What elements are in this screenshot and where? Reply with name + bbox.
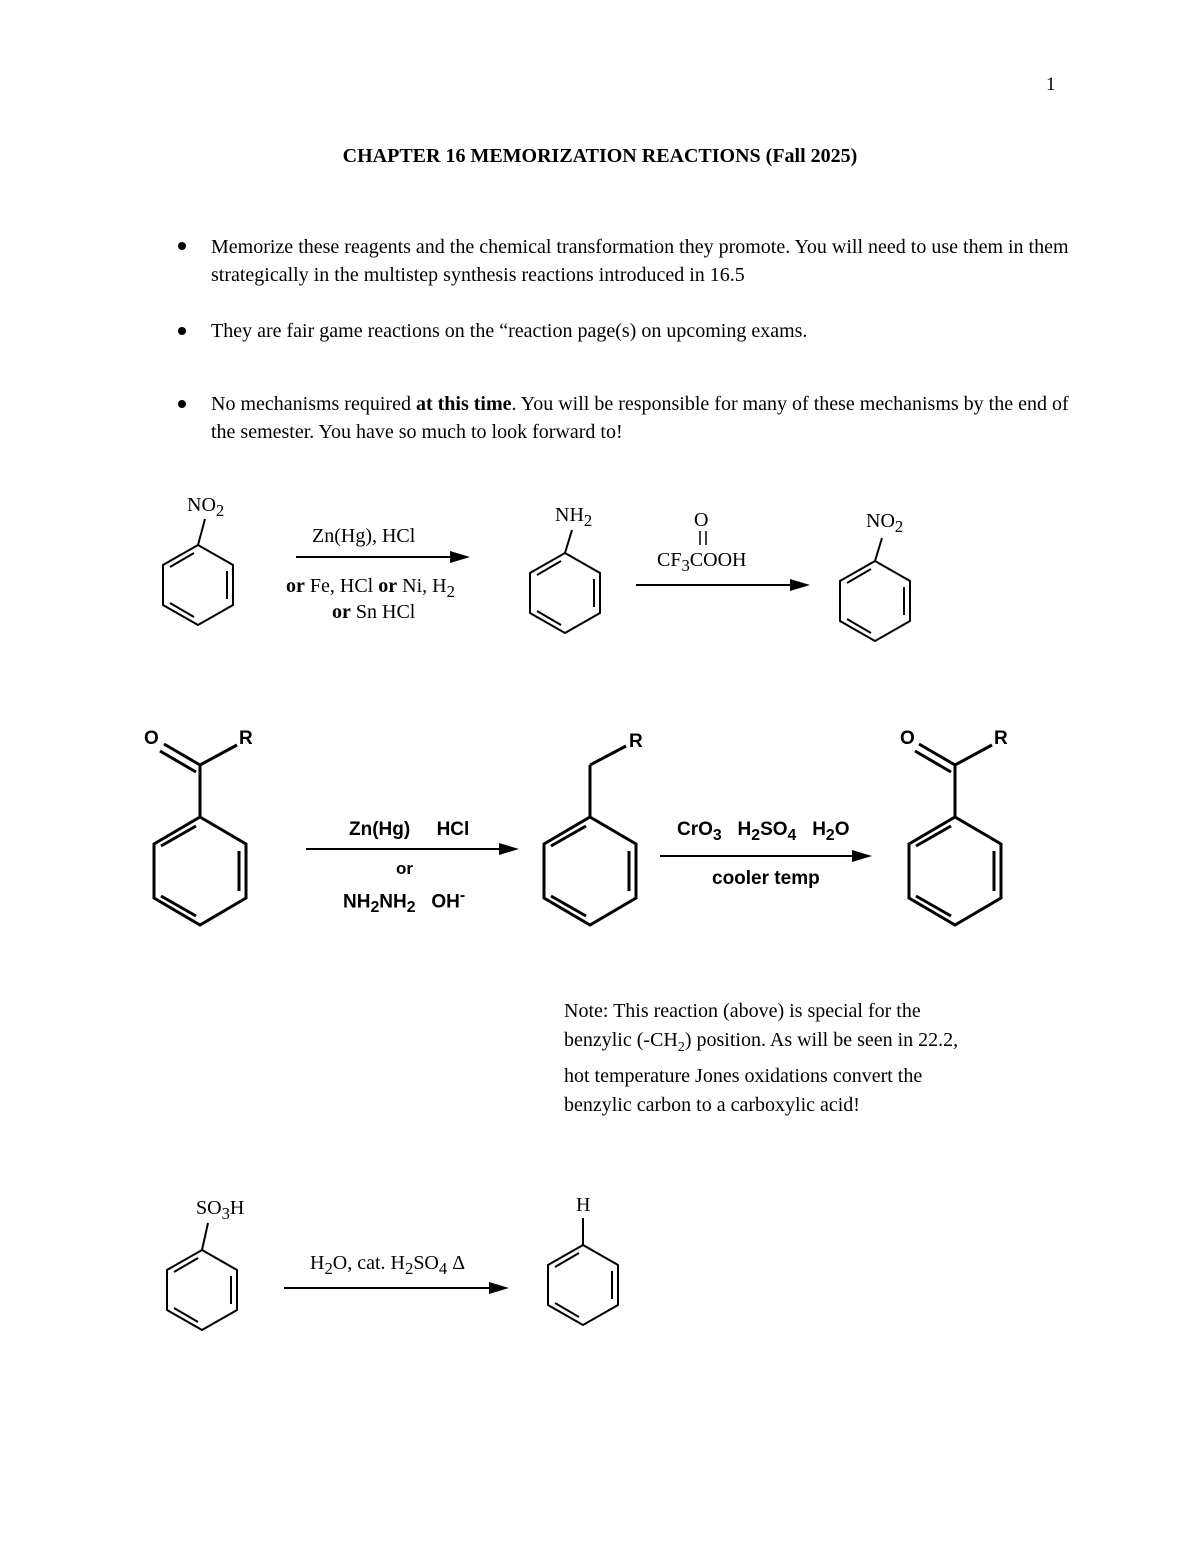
benzene-ring-ketone-left <box>154 744 246 925</box>
note-benzylic-oxidation <box>564 997 1044 1120</box>
reaction-condition-cooler-temp: cooler temp <box>712 868 820 889</box>
reagent-alternative-sn: or Sn HCl <box>332 601 416 623</box>
arrowhead-desulfonation <box>489 1282 509 1294</box>
note-line: hot temperature Jones oxidations convert the <box>564 1065 923 1087</box>
nitro-group-product-label: $NO_2$ <box>866 510 904 536</box>
reagent-wolff-kishner: $NH_2NH_2$ OH- <box>343 887 466 917</box>
page-number: 1 <box>1046 74 1056 95</box>
reagent-zn-hg-hcl: Zn(Hg), HCl <box>312 525 416 547</box>
note-line: benzylic carbon to a carboxylic acid! <box>564 1094 860 1116</box>
mechanisms-text-pre: No mechanisms required <box>211 393 416 415</box>
ketone-oxygen-left: O <box>144 728 159 749</box>
arrowhead-reduction-2 <box>499 843 519 855</box>
note-line: Note: This reaction (above) is special for the <box>564 1000 921 1022</box>
arrowhead-oxidation-1 <box>790 579 810 591</box>
reagent-or: or <box>396 859 413 878</box>
note-line: benzylic $(-CH_2)$ position. As will be seen in 22.2, <box>564 1029 959 1055</box>
peracid-formula: $CF_3COOH$ <box>657 549 747 575</box>
bullet-text-fair-game: They are fair game reactions on the “reaction page(s) on upcoming exams. <box>211 320 808 342</box>
benzene-ring-aniline <box>530 530 600 633</box>
benzene-ring-benzene <box>548 1218 618 1325</box>
r-group-right: R <box>994 728 1008 749</box>
mechanisms-text-bold: at this time <box>415 393 512 415</box>
page-title: CHAPTER 16 MEMORIZATION REACTIONS (Fall 2025) <box>342 145 858 167</box>
benzene-ring-ketone-right <box>909 744 1001 925</box>
r-group-middle: R <box>629 731 643 752</box>
arrowhead-reduction-1 <box>450 551 470 563</box>
reagent-clemmensen: Zn(Hg) HCl <box>349 819 470 840</box>
benzene-ring-nitrobenzene-product <box>840 538 910 641</box>
r-group-left: R <box>239 728 253 749</box>
reagent-alternatives-fe-ni: or Fe, HCl or Ni, $H_2$ <box>286 575 455 601</box>
benzene-ring-alkyl <box>544 746 636 925</box>
hydrogen-label: H <box>576 1194 591 1216</box>
bullet-text-memorize: Memorize these reagents and the chemical transformation they promote. You will need to use them in them strategically in the multistep synthesis reactions introduced in 16.5 <box>211 236 1069 286</box>
nitro-group-label: $NO_2$ <box>187 494 225 520</box>
benzene-ring-sulfonic-acid <box>167 1223 237 1330</box>
benzene-ring-nitrobenzene <box>163 519 233 625</box>
sulfonic-acid-group-label: $SO_3H$ <box>196 1197 245 1223</box>
arrowhead-oxidation-2 <box>852 850 872 862</box>
amino-group-label: $NH_2$ <box>555 504 593 530</box>
reagent-jones: CrO$_3$ $H_2SO_4$ $H_2O$ <box>677 819 850 844</box>
reagent-desulfonation: $H_2O$, cat. $H_2SO_4$ Δ <box>310 1252 466 1278</box>
mechanisms-text-post: . You will be responsible for many of these mechanisms by the end of the semester. You have so much to look forward to! <box>211 393 1069 443</box>
ketone-oxygen-right: O <box>900 728 915 749</box>
peracid-carbonyl-oxygen: O <box>694 509 709 531</box>
